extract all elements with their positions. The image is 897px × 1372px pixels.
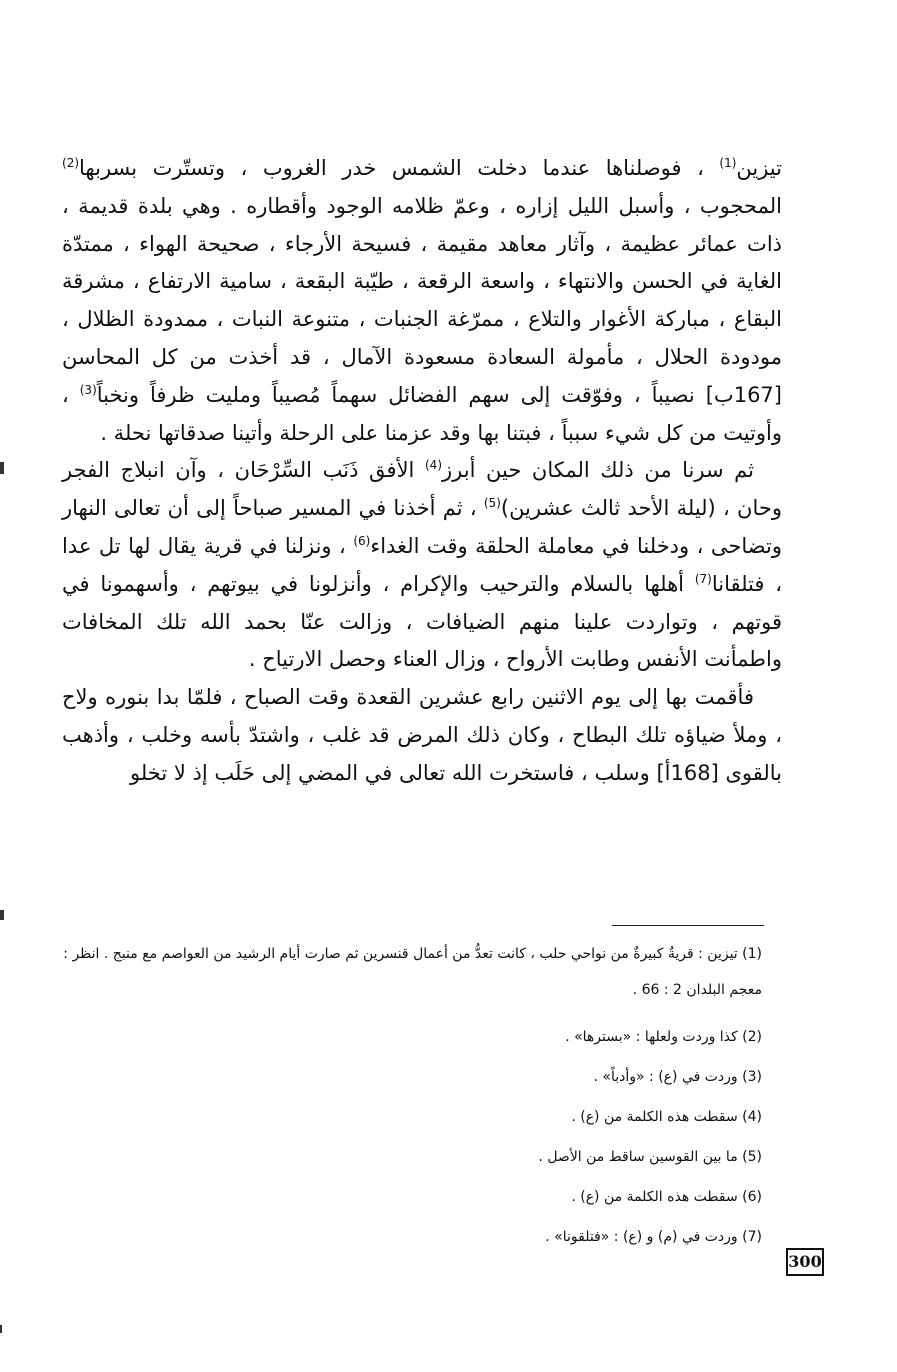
footnote-marker: (7) [694,571,712,586]
footnote-marker: (4) [424,458,442,473]
text-run: ، ثم أخذنا في المسير صباحاً إلى أن تعالى النهار وتضاحى ، ودخلنا في معاملة الحلقة وقت الغداء [62,496,782,558]
footnote-5: (5) ما بين القوسين ساقط من الأصل . [538,1149,762,1165]
footnote-separator [612,925,764,926]
text-run: ثم سرنا من ذلك المكان حين أبرز [442,458,755,483]
main-text [62,150,782,793]
footnote-7: (7) وردت في (م) و (ع) : «فتلقونا» . [545,1229,762,1245]
paragraph [62,150,782,452]
footnote-marker: (1) [719,156,737,170]
text-run: أهلها بالسلام والترحيب والإكرام ، وأنزلونا في بيوتهم ، وأسهمونا في قوتهم ، وتواردت علينا منهم الضيافات ، وزالت عنّا بحمد الله تلك المخافات واطمأنت الأنفس وطابت الأرواح ، وزال العناء وحصل الارتياح . [62,571,782,672]
text-run: فأقمت بها إلى يوم الاثنين رابع عشرين القعدة وقت الصباح ، فلمّا بدا بنوره ولاح ، وملأ ضياؤه تلك البطاح ، وكان ذلك المرض قد غلب ، واشتدّ بأسه وخلب ، وأذهب بالقوى [168أ] وسلب ، فاستخرت الله تعالى في المضي إلى حَلَب إذ لا تخلو [62,685,782,785]
page-number: 300 [786,1248,824,1276]
paragraph [62,452,782,679]
footnote-marker: (5) [483,496,501,511]
text-run: الأفق ذَنَب السِّرْحَان ، وآن انبلاج الفجر وحان ، (ليلة الأحد ثالث عشرين) [62,458,782,521]
footnote-6: (6) سقطت هذه الكلمة من (ع) . [571,1189,762,1205]
scan-speck [0,910,4,920]
text-run: ، فوصلناها عندما دخلت الشمس خدر الغروب ، وتستّرت بسربها [79,156,720,180]
footnote-marker: (2) [62,156,80,170]
text-run: ، ونزلنا في قرية يقال لها تل عدا ، فتلقانا [62,533,782,596]
text-run: تيزين [736,156,782,180]
footnote-marker: (6) [353,533,371,548]
footnote-3: (3) وردت في (ع) : «وأدباً» . [593,1069,762,1085]
footnote-2: (2) كذا وردت ولعلها : «بسترها» . [565,1029,762,1045]
text-run: المحجوب ، وأسبل الليل إزاره ، وعمّ ظلامه الوجود وأقطاره . وهي بلدة قديمة ، ذات عمائر عظيمة ، وآثار معاهد مقيمة ، فسيحة الأرجاء ، صحيحة الهواء ، ممتدّة الغاية في الحسن والانتهاء ، واسعة الرقعة ، طيّبة البقعة ، سامية الارتفاع ، مشرقة البقاع ، مباركة الأغوار والتلاع ، ممرّغة الجنبات ، متنوعة النبات ، ممدودة الظلال ، مودودة الحلال ، مأمولة السعادة مسعودة الآمال ، قد أخذت من كل المحاسن [167ب] نصيباً ، وفوّقت إلى سهم الفضائل سهماً مُصيباً ومليت ظرفاً ونخباً [62,193,782,407]
footnote-4: (4) سقطت هذه الكلمة من (ع) . [571,1109,762,1125]
text-run: ، وأوتيت من كل شيء سبباً ، فبتنا بها وقد عزمنا على الرحلة وأتينا صدقاتها نحلة . [62,382,782,445]
footnotes [62,936,762,1267]
footnote-marker: (3) [79,382,97,397]
paragraph [62,679,782,792]
footnote-1: (1) تيزين : قريةٌ كبيرةٌ من نواحي حلب ، كانت تعدُّ من أعمال قنسرين ثم صارت أيام الرشيد من العواصم مع منبج . انظر : معجم البلدان 2 : 66 . [63,946,762,998]
scan-speck [0,1325,2,1333]
scan-speck [0,462,4,474]
